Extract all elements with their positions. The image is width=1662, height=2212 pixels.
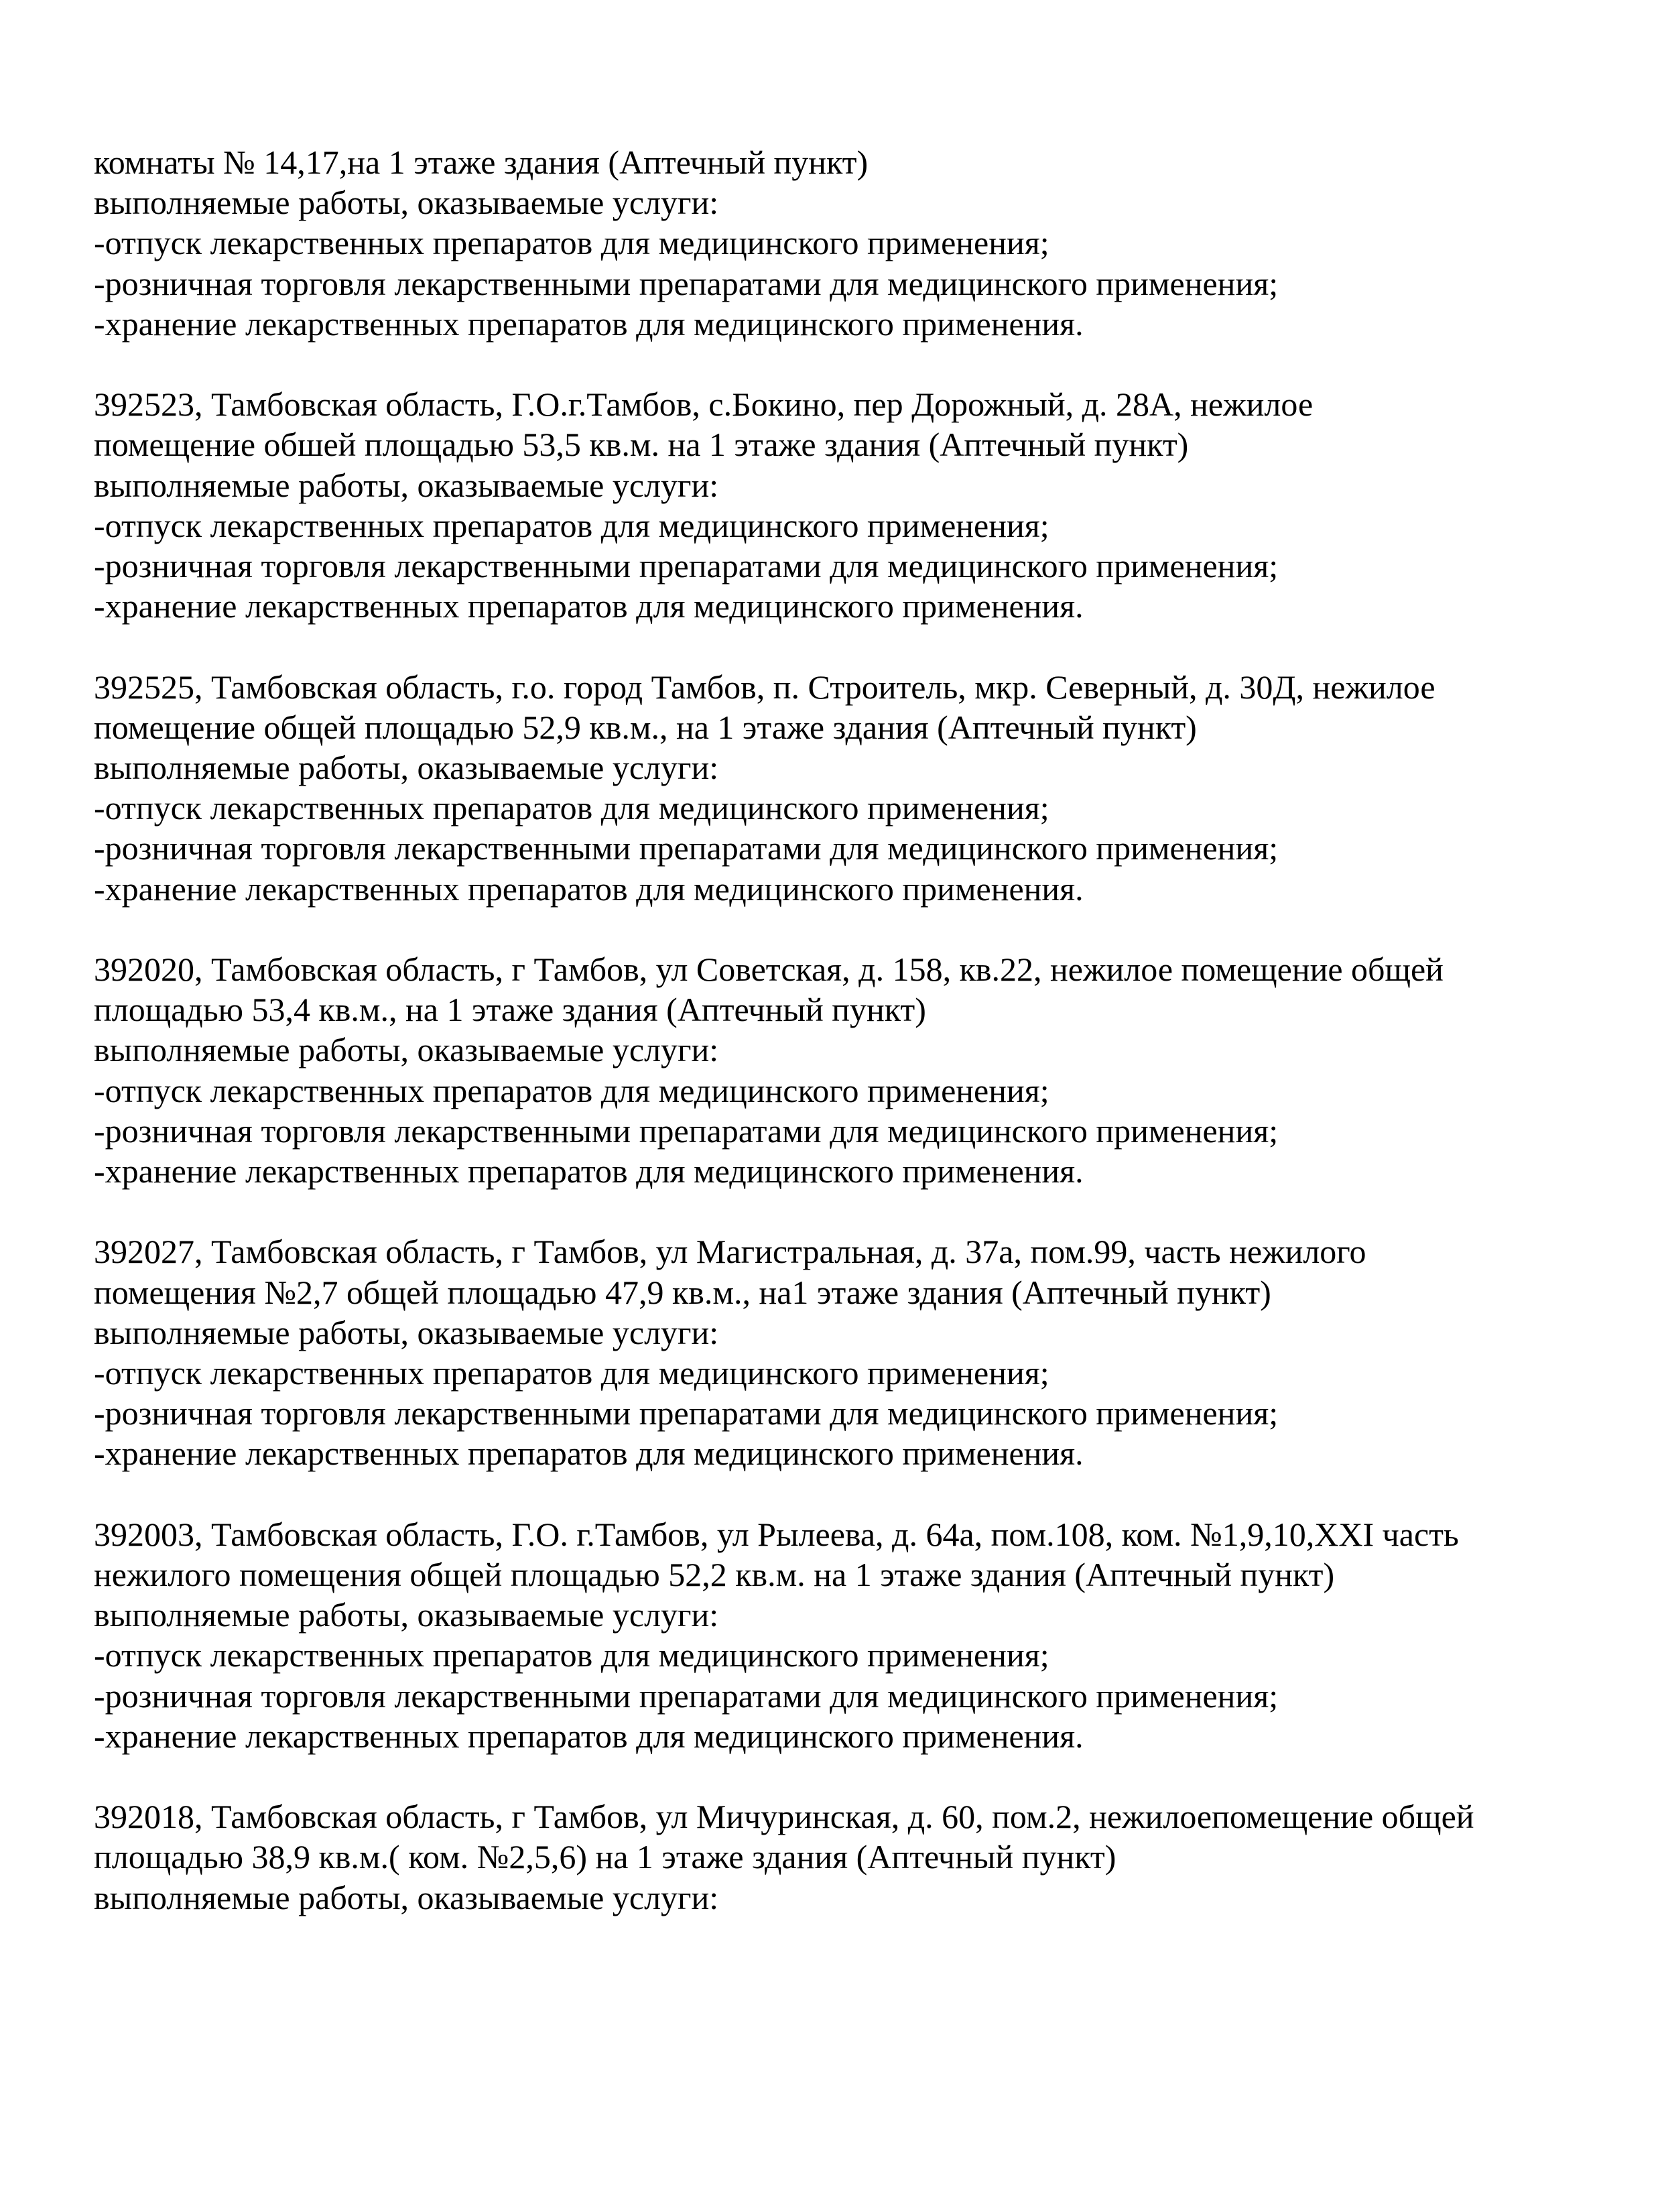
- entry-392020: [94, 949, 1582, 1191]
- text-line: -хранение лекарственных препаратов для медицинского применения.: [94, 1434, 1084, 1473]
- entry-392018: [94, 1796, 1582, 1918]
- text-line: выполняемые работы, оказываемые услуги:: [94, 1596, 719, 1634]
- entry-392523: [94, 384, 1582, 626]
- text-line: 392018, Тамбовская область, г Тамбов, ул Мичуринская, д. 60, пом.2, нежилоепомещение общей: [94, 1798, 1474, 1836]
- text-line: помещение обшей площадью 53,5 кв.м. на 1 этаже здания (Аптечный пункт): [94, 426, 1189, 464]
- text-line: -хранение лекарственных препаратов для медицинского применения.: [94, 1152, 1084, 1190]
- text-line: помещения №2,7 общей площадью 47,9 кв.м., на1 этаже здания (Аптечный пункт): [94, 1273, 1271, 1311]
- text-line: площадью 38,9 кв.м.( ком. №2,5,6) на 1 этаже здания (Аптечный пункт): [94, 1838, 1116, 1876]
- text-line: -отпуск лекарственных препаратов для медицинского применения;: [94, 506, 1049, 544]
- text-line: 392003, Тамбовская область, Г.О. г.Тамбов, ул Рылеева, д. 64а, пом.108, ком. №1,9,10,XXI часть: [94, 1515, 1459, 1553]
- text-line: выполняемые работы, оказываемые услуги:: [94, 1878, 719, 1916]
- text-line: -отпуск лекарственных препаратов для медицинского применения;: [94, 1636, 1049, 1674]
- text-line: -хранение лекарственных препаратов для медицинского применения.: [94, 587, 1084, 625]
- text-line: нежилого помещения общей площадью 52,2 кв.м. на 1 этаже здания (Аптечный пункт): [94, 1556, 1335, 1594]
- text-line: площадью 53,4 кв.м., на 1 этаже здания (Аптечный пункт): [94, 991, 926, 1029]
- text-line: выполняемые работы, оказываемые услуги:: [94, 466, 719, 504]
- text-line: -отпуск лекарственных препаратов для медицинского применения;: [94, 1071, 1049, 1109]
- text-line: -розничная торговля лекарственными препаратами для медицинского применения;: [94, 547, 1279, 585]
- text-line: -хранение лекарственных препаратов для медицинского применения.: [94, 1717, 1084, 1755]
- text-line: помещение общей площадью 52,9 кв.м., на 1 этаже здания (Аптечный пункт): [94, 708, 1197, 746]
- text-line: выполняемые работы, оказываемые услуги:: [94, 1313, 719, 1351]
- text-line: 392027, Тамбовская область, г Тамбов, ул Магистральная, д. 37а, пом.99, часть нежилого: [94, 1233, 1366, 1271]
- text-line: -хранение лекарственных препаратов для медицинского применения.: [94, 869, 1084, 908]
- text-line: -розничная торговля лекарственными препаратами для медицинского применения;: [94, 264, 1279, 302]
- text-line: -розничная торговля лекарственными препаратами для медицинского применения;: [94, 829, 1279, 867]
- text-line: выполняемые работы, оказываемые услуги:: [94, 749, 719, 787]
- text-line: -розничная торговля лекарственными препаратами для медицинского применения;: [94, 1111, 1279, 1150]
- text-line: -хранение лекарственных препаратов для медицинского применения.: [94, 304, 1084, 343]
- entry-392525: [94, 667, 1582, 909]
- text-line: -отпуск лекарственных препаратов для медицинского применения;: [94, 1354, 1049, 1392]
- text-line: -розничная торговля лекарственными препаратами для медицинского применения;: [94, 1676, 1279, 1715]
- text-line: комнаты № 14,17,на 1 этаже здания (Аптечный пункт): [94, 143, 869, 181]
- text-line: -отпуск лекарственных препаратов для медицинского применения;: [94, 224, 1049, 262]
- text-line: выполняемые работы, оказываемые услуги:: [94, 1031, 719, 1069]
- text-line: 392020, Тамбовская область, г Тамбов, ул Советская, д. 158, кв.22, нежилое помещение общей: [94, 950, 1444, 989]
- entry-392027: [94, 1231, 1582, 1473]
- text-line: выполняемые работы, оказываемые услуги:: [94, 184, 719, 222]
- entry-392003: [94, 1514, 1582, 1756]
- text-line: 392523, Тамбовская область, Г.О.г.Тамбов, с.Бокино, пер Дорожный, д. 28А, нежилое: [94, 385, 1314, 424]
- text-line: -отпуск лекарственных препаратов для медицинского применения;: [94, 789, 1049, 827]
- text-line: 392525, Тамбовская область, г.о. город Тамбов, п. Строитель, мкр. Северный, д. 30Д, нежилое: [94, 668, 1435, 706]
- license-entries-list: [94, 142, 1582, 1918]
- entry-continuation: [94, 142, 1582, 344]
- text-line: -розничная торговля лекарственными препаратами для медицинского применения;: [94, 1394, 1279, 1432]
